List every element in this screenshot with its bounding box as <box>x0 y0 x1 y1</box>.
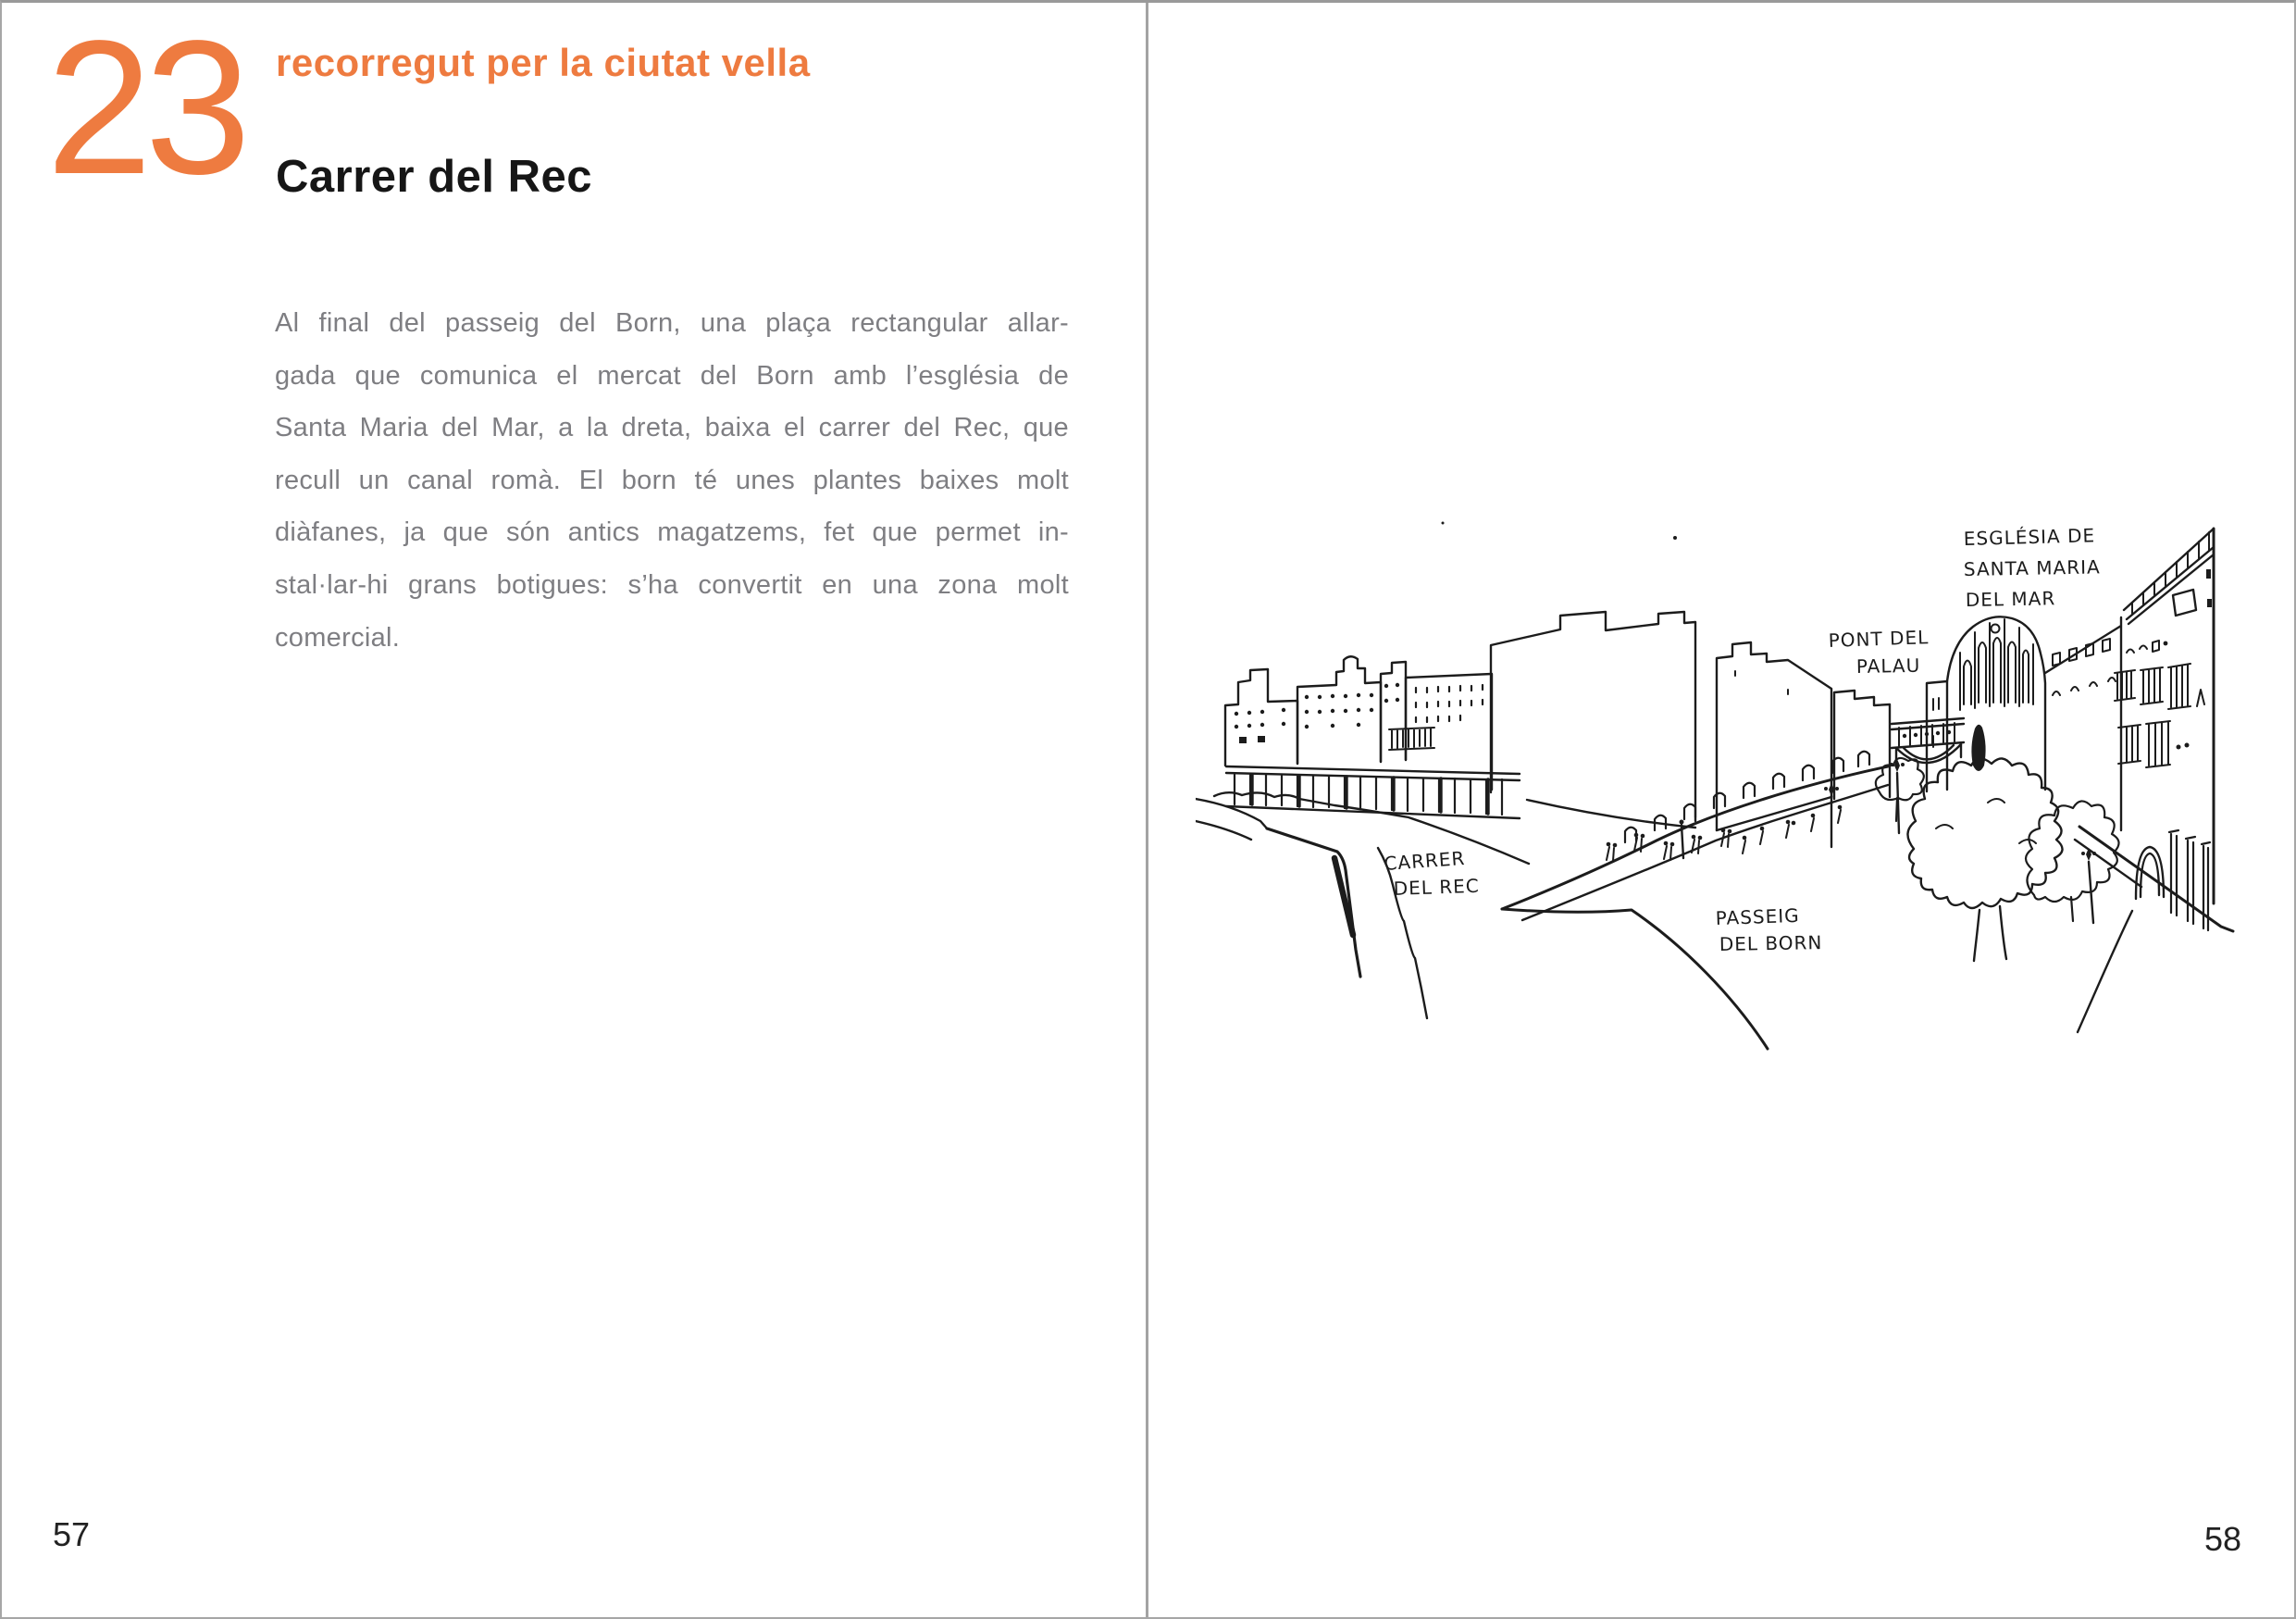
body-line: comercial. <box>275 622 401 653</box>
church-portal <box>1971 725 1985 771</box>
body-paragraph <box>275 297 1069 664</box>
label-passeig-line1: PASSEIG <box>1715 903 1801 929</box>
route-number: 23 <box>46 1 244 214</box>
page-title: Carrer del Rec <box>276 152 593 202</box>
label-esglesia-line3: DEL MAR <box>1965 587 2056 611</box>
body-line: recull un canal romà. El born té unes plantes baixes molt <box>275 465 1069 495</box>
left-buildings <box>1214 656 1529 864</box>
right-facade <box>2075 529 2233 931</box>
label-pont-line2: PALAU <box>1855 654 1921 678</box>
body-line: gada que comunica el mercat del Born amb l’església de <box>275 360 1069 391</box>
page-gutter-divider <box>1146 3 1148 1617</box>
page-number-right: 58 <box>2203 1520 2241 1558</box>
section-kicker: recorregut per la ciutat vella <box>276 41 811 84</box>
body-line: diàfanes, ja que són antics magatzems, fet que permet in- <box>275 517 1069 548</box>
label-passeig-line2: DEL BORN <box>1719 931 1823 955</box>
label-pont-line1: PONT DEL <box>1828 626 1930 652</box>
street-sketch <box>1196 514 2292 1060</box>
label-carrer-line2: DEL REC <box>1393 874 1481 900</box>
label-carrer-line1: CARRER <box>1383 846 1467 875</box>
right-facade-dots <box>2164 569 2212 750</box>
body-line: Al final del passeig del Born, una plaça rectangular allar- <box>275 308 1069 338</box>
left-building-windows <box>1235 522 1677 744</box>
label-esglesia-line1: ESGLÉSIA DE <box>1963 524 2096 550</box>
street-lines-carrer <box>1196 799 1427 1018</box>
label-esglesia-line2: SANTA MARIA <box>1963 555 2101 580</box>
page-number-left: 57 <box>53 1515 91 1553</box>
body-line: stal·lar-hi grans botigues: s’ha convertit en una zona molt <box>275 569 1069 600</box>
trees <box>1876 758 2119 961</box>
body-line: Santa Maria del Mar, a la dreta, baixa el carrer del Rec, que <box>275 413 1069 443</box>
